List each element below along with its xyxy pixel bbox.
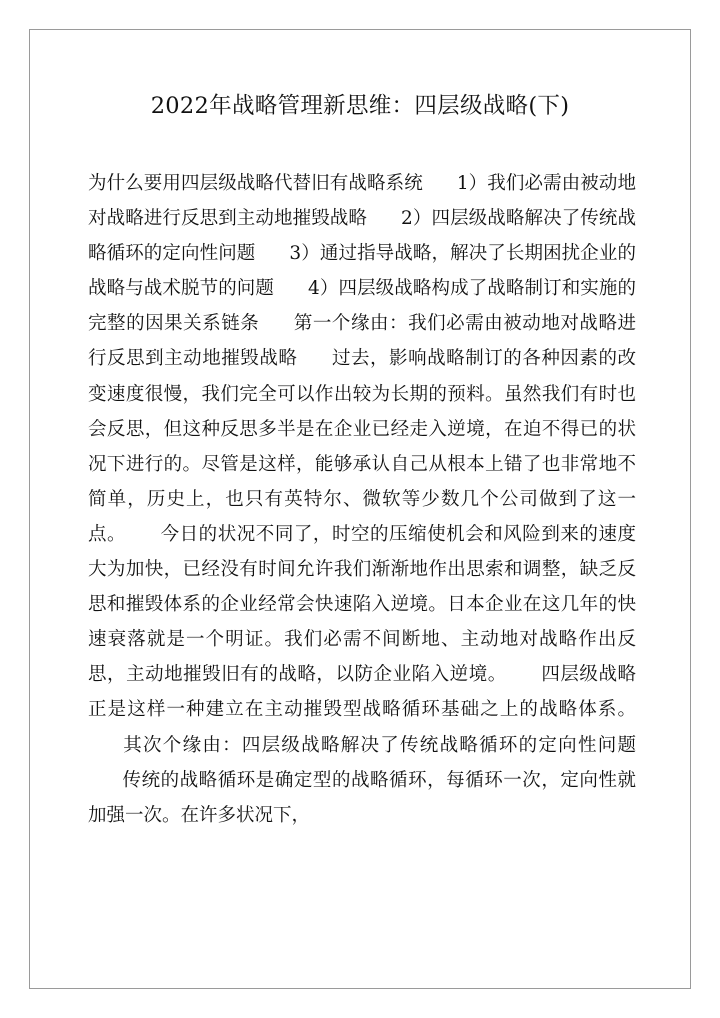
body-paragraph: 四层级战略正是这样一种建立在主动摧毁型战略循环基础之上的战略体系。 xyxy=(88,664,636,721)
body-paragraph: 传统的战略循环是确定型的战略循环，每循环一次，定向性就加强一次。在许多状况下， xyxy=(88,769,636,826)
body-paragraph: 为什么要用四层级战略代替旧有战略系统 xyxy=(88,173,423,194)
body-paragraph: 1）我们必需由被动地对战略进行反思到主动地摧毁战略 xyxy=(88,173,636,230)
body-paragraph: 今日的状况不同了，时空的压缩使机会和风险到来的速度大为加快，已经没有时间允许我们渐渐地作出思索和调整，缺乏反思和摧毁体系的企业经常会快速陷入逆境。日本企业在这几年的快速衰落就是一个明证。我们必需不间断地、主动地对战略作出反思，主动地摧毁旧有的战略，以防企业陷入逆境。 xyxy=(88,523,636,686)
document-body xyxy=(88,166,636,833)
body-paragraph: 过去，影响战略制订的各种因素的改变速度很慢，我们完全可以作出较为长期的预料。虽然我们有时也会反思，但这种反思多半是在企业已经走入逆境，在迫不得已的状况下进行的。尽管是这样，能够承认自己从根本上错了也非常地不简单，历史上，也只有英特尔、微软等少数几个公司做到了这一点。 xyxy=(88,348,636,545)
body-paragraph: 2）四层级战略解决了传统战略循环的定向性问题 xyxy=(88,208,636,265)
body-paragraph: 4）四层级战略构成了战略制订和实施的完整的因果关系链条 xyxy=(88,278,636,335)
document-title: 2022年战略管理新思维：四层级战略(下) xyxy=(150,93,570,119)
body-paragraph: 其次个缘由：四层级战略解决了传统战略循环的定向性问题 xyxy=(122,734,636,756)
body-paragraph: 3）通过指导战略，解决了长期困扰企业的战略与战术脱节的问题 xyxy=(88,243,636,300)
body-paragraph: 第一个缘由：我们必需由被动地对战略进行反思到主动地摧毁战略 xyxy=(88,313,636,370)
